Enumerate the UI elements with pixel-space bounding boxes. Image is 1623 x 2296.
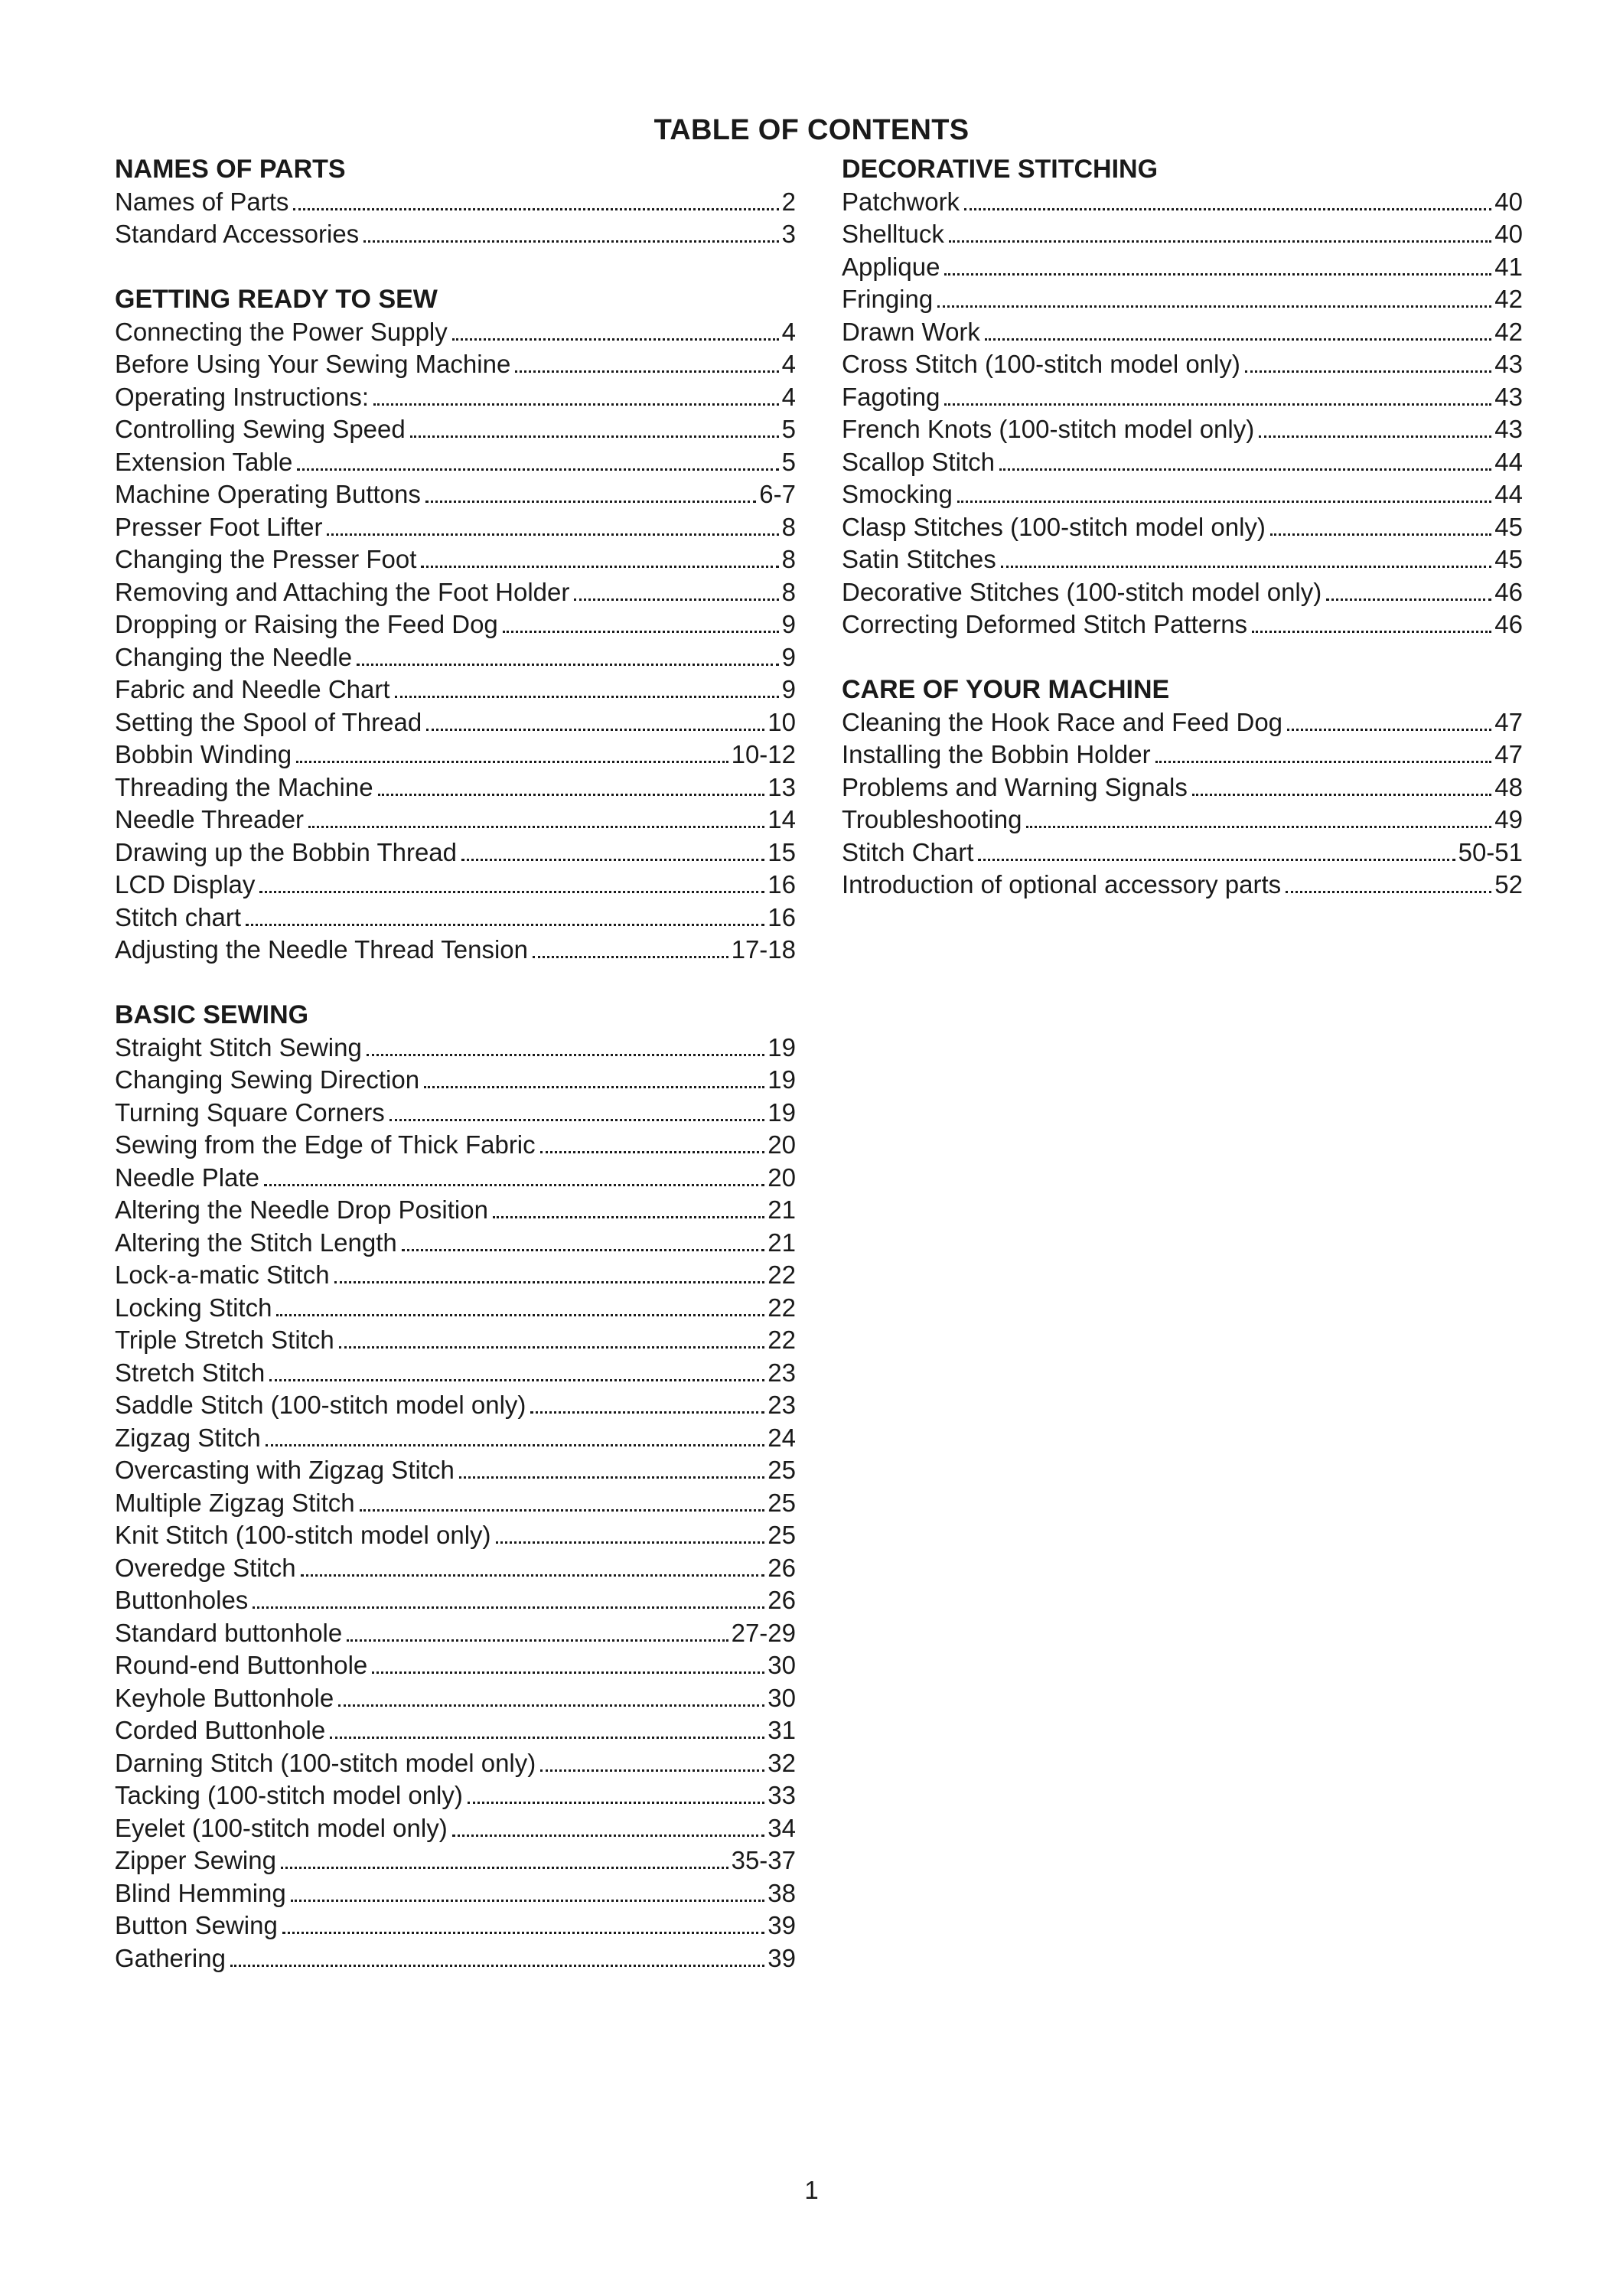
entry-title: Buttonholes xyxy=(115,1586,249,1614)
toc-entry xyxy=(115,1649,796,1682)
entry-page-number: 45 xyxy=(1494,512,1523,541)
toc-entry xyxy=(115,1259,796,1292)
toc-entry xyxy=(115,641,796,674)
entry-page-number: 35-37 xyxy=(731,1846,796,1874)
toc-entry xyxy=(842,186,1523,219)
dot-leader xyxy=(978,859,1455,861)
entry-title: Cross Stitch (100-stitch model only) xyxy=(842,350,1240,378)
entry-title: Connecting the Power Supply xyxy=(115,317,448,346)
entry-title: Keyhole Buttonhole xyxy=(115,1683,334,1712)
entry-page-number: 9 xyxy=(781,610,796,638)
section-heading: CARE OF YOUR MACHINE xyxy=(842,675,1170,704)
entry-page-number: 8 xyxy=(781,545,796,573)
entry-title: Drawing up the Bobbin Thread xyxy=(115,837,458,866)
dot-leader xyxy=(1155,761,1492,763)
section-heading: DECORATIVE STITCHING xyxy=(842,155,1159,184)
toc-entry xyxy=(115,1194,796,1227)
toc-entry xyxy=(115,1064,796,1097)
dot-leader xyxy=(246,924,764,926)
toc-entry xyxy=(115,1910,796,1942)
entry-title: Applique xyxy=(842,252,940,281)
entry-page-number: 49 xyxy=(1494,805,1523,833)
dot-leader xyxy=(493,1216,764,1218)
entry-title: Dropping or Raising the Feed Dog xyxy=(115,610,498,638)
entry-page-number: 14 xyxy=(768,805,796,833)
entry-title: Standard Accessories xyxy=(115,220,360,248)
toc-entry xyxy=(842,739,1523,771)
entry-title: Machine Operating Buttons xyxy=(115,480,421,508)
entry-title: Altering the Stitch Length xyxy=(115,1228,397,1257)
entry-page-number: 19 xyxy=(768,1032,796,1062)
dot-leader xyxy=(1326,598,1491,601)
entry-page-number: 23 xyxy=(768,1358,796,1387)
entry-page-number: 30 xyxy=(768,1651,796,1679)
dot-leader xyxy=(1245,370,1491,373)
entry-page-number: 33 xyxy=(768,1781,796,1809)
entry-title: Stitch chart xyxy=(115,902,242,931)
entry-title: Correcting Deformed Stitch Patterns xyxy=(842,610,1248,638)
entry-page-number: 47 xyxy=(1494,740,1523,768)
dot-leader xyxy=(253,1606,764,1609)
toc-entry xyxy=(842,543,1523,576)
entry-title: Satin Stitches xyxy=(842,545,996,573)
toc-entry xyxy=(115,348,796,381)
toc-entry xyxy=(115,1584,796,1617)
toc-entry xyxy=(842,804,1523,837)
entry-title: Clasp Stitches (100-stitch model only) xyxy=(842,512,1266,541)
dot-leader xyxy=(944,273,1491,276)
dot-leader xyxy=(276,1314,764,1316)
dot-leader xyxy=(1287,729,1491,731)
toc-entry xyxy=(115,739,796,771)
dot-leader xyxy=(533,956,728,958)
entry-title: Needle Plate xyxy=(115,1163,259,1192)
dot-leader xyxy=(410,435,779,438)
entry-title: Saddle Stitch (100-stitch model only) xyxy=(115,1391,526,1419)
toc-entry xyxy=(115,1292,796,1325)
entry-title: Round-end Buttonhole xyxy=(115,1651,368,1679)
entry-page-number: 42 xyxy=(1494,317,1523,346)
dot-leader xyxy=(230,1965,764,1967)
entry-page-number: 50-51 xyxy=(1458,837,1523,866)
entry-title: Shelltuck xyxy=(842,220,944,248)
entry-title: Triple Stretch Stitch xyxy=(115,1326,334,1354)
dot-leader xyxy=(308,826,764,828)
entry-page-number: 22 xyxy=(768,1326,796,1354)
entry-title: Fagoting xyxy=(842,382,940,411)
toc-entry xyxy=(115,576,796,609)
toc-entry xyxy=(115,706,796,739)
entry-title: Extension Table xyxy=(115,447,293,476)
entry-title: Darning Stitch (100-stitch model only) xyxy=(115,1748,536,1777)
toc-entry xyxy=(115,511,796,544)
toc-entry xyxy=(842,837,1523,869)
toc-entry xyxy=(115,1779,796,1812)
entry-page-number: 13 xyxy=(768,772,796,801)
dot-leader xyxy=(282,1932,764,1934)
entry-title: Patchwork xyxy=(842,187,960,216)
dot-leader xyxy=(461,859,764,861)
entry-title: Names of Parts xyxy=(115,187,289,216)
entry-page-number: 10-12 xyxy=(731,740,796,768)
entry-page-number: 30 xyxy=(768,1683,796,1712)
toc-entry xyxy=(115,381,796,414)
entry-title: Bobbin Winding xyxy=(115,740,292,768)
toc-entry xyxy=(115,316,796,349)
toc-entry xyxy=(115,837,796,869)
dot-leader xyxy=(459,1476,764,1479)
entry-title: Installing the Bobbin Holder xyxy=(842,740,1151,768)
toc-entry xyxy=(842,381,1523,414)
dot-leader xyxy=(949,240,1491,243)
entry-title: Zipper Sewing xyxy=(115,1846,276,1874)
toc-entry xyxy=(842,511,1523,544)
entry-page-number: 8 xyxy=(781,577,796,606)
toc-entry xyxy=(842,576,1523,609)
section-heading: GETTING READY TO SEW xyxy=(115,285,438,314)
entry-title: Sewing from the Edge of Thick Fabric xyxy=(115,1130,536,1159)
dot-leader xyxy=(363,240,778,243)
toc-entry xyxy=(115,543,796,576)
toc-left-column xyxy=(115,153,796,2007)
dot-leader xyxy=(347,1639,728,1642)
entry-page-number: 4 xyxy=(781,317,796,346)
entry-title: Gathering xyxy=(115,1943,226,1972)
dot-leader xyxy=(378,794,765,796)
entry-page-number: 52 xyxy=(1494,870,1523,899)
page-number: 1 xyxy=(804,2176,819,2204)
toc-entry xyxy=(842,706,1523,739)
entry-title: Zigzag Stitch xyxy=(115,1423,261,1452)
entry-title: Introduction of optional accessory parts xyxy=(842,870,1282,899)
entry-title: Operating Instructions: xyxy=(115,382,369,411)
toc-entry xyxy=(115,1812,796,1845)
toc-entry xyxy=(115,1714,796,1747)
toc-entry xyxy=(842,478,1523,511)
toc-entry xyxy=(115,1617,796,1650)
entry-page-number: 43 xyxy=(1494,415,1523,443)
entry-page-number: 6-7 xyxy=(759,480,796,508)
toc-section-getting-ready-to-sew xyxy=(115,283,796,967)
toc-entry xyxy=(115,186,796,219)
entry-page-number: 42 xyxy=(1494,285,1523,313)
toc-entry xyxy=(842,771,1523,804)
entry-page-number: 26 xyxy=(768,1586,796,1614)
entry-title: Adjusting the Needle Thread Tension xyxy=(115,935,528,964)
toc-entry xyxy=(115,804,796,837)
entry-page-number: 2 xyxy=(781,187,796,216)
entry-page-number: 39 xyxy=(768,1911,796,1939)
entry-title: Setting the Spool of Thread xyxy=(115,707,422,736)
entry-title: Removing and Attaching the Foot Holder xyxy=(115,577,570,606)
entry-title: Fabric and Needle Chart xyxy=(115,675,390,703)
entry-title: Changing the Presser Foot xyxy=(115,545,417,573)
page-title: TABLE OF CONTENTS xyxy=(653,114,970,146)
toc-entry xyxy=(115,1227,796,1260)
entry-title: Stretch Stitch xyxy=(115,1358,266,1387)
entry-title: Lock-a-matic Stitch xyxy=(115,1261,330,1289)
toc-entry xyxy=(115,1747,796,1780)
entry-page-number: 19 xyxy=(768,1065,796,1094)
dot-leader xyxy=(402,1249,765,1251)
toc-entry xyxy=(115,934,796,967)
entry-page-number: 25 xyxy=(768,1488,796,1517)
dot-leader xyxy=(297,468,778,471)
entry-title: Tacking (100-stitch model only) xyxy=(115,1781,463,1809)
entry-page-number: 27-29 xyxy=(731,1618,796,1647)
entry-title: Button Sewing xyxy=(115,1911,278,1939)
toc-entry xyxy=(842,283,1523,316)
dot-leader xyxy=(452,338,779,341)
entry-title: Smocking xyxy=(842,480,953,508)
entry-page-number: 9 xyxy=(781,642,796,671)
entry-page-number: 48 xyxy=(1494,772,1523,801)
toc-entry xyxy=(115,1844,796,1877)
entry-page-number: 44 xyxy=(1494,480,1523,508)
entry-title: Overedge Stitch xyxy=(115,1553,296,1582)
dot-leader xyxy=(293,208,778,210)
dot-leader xyxy=(327,533,778,536)
toc-entry xyxy=(842,608,1523,641)
toc-entry xyxy=(115,478,796,511)
toc-entry xyxy=(115,1324,796,1357)
dot-leader xyxy=(937,305,1491,308)
dot-leader xyxy=(1270,533,1491,536)
toc-entry xyxy=(842,316,1523,349)
entry-page-number: 16 xyxy=(768,870,796,899)
entry-title: Standard buttonhole xyxy=(115,1618,343,1647)
dot-leader xyxy=(296,761,728,763)
entry-page-number: 26 xyxy=(768,1553,796,1582)
entry-page-number: 47 xyxy=(1494,707,1523,736)
entry-page-number: 43 xyxy=(1494,382,1523,411)
entry-title: Stitch Chart xyxy=(842,837,974,866)
entry-page-number: 25 xyxy=(768,1456,796,1484)
toc-entry xyxy=(115,608,796,641)
toc-entry xyxy=(842,251,1523,284)
dot-leader xyxy=(266,1444,765,1446)
dot-leader xyxy=(944,403,1491,406)
entry-title: Presser Foot Lifter xyxy=(115,512,323,541)
entry-page-number: 31 xyxy=(768,1716,796,1744)
entry-page-number: 3 xyxy=(781,220,796,248)
entry-page-number: 24 xyxy=(768,1423,796,1452)
toc-entry xyxy=(115,446,796,479)
dot-leader xyxy=(496,1541,765,1544)
toc-entry xyxy=(115,1942,796,1975)
toc-entry xyxy=(115,1487,796,1520)
entry-title: Fringing xyxy=(842,285,934,313)
entry-title: Turning Square Corners xyxy=(115,1097,385,1127)
entry-page-number: 46 xyxy=(1494,577,1523,606)
dot-leader xyxy=(1026,826,1491,828)
dot-leader xyxy=(964,208,1491,210)
entry-title: Drawn Work xyxy=(842,317,980,346)
entry-page-number: 17-18 xyxy=(731,935,796,964)
dot-leader xyxy=(338,1704,764,1707)
toc-entry xyxy=(115,413,796,446)
dot-leader xyxy=(389,1119,764,1121)
toc-entry xyxy=(115,869,796,902)
section-heading: BASIC SEWING xyxy=(115,1000,309,1029)
dot-leader xyxy=(264,1184,764,1186)
entry-page-number: 19 xyxy=(768,1097,796,1127)
entry-title: Needle Threader xyxy=(115,805,305,833)
entry-page-number: 45 xyxy=(1494,545,1523,573)
toc-entry xyxy=(115,1389,796,1422)
toc-entry xyxy=(115,1877,796,1910)
entry-page-number: 38 xyxy=(768,1878,796,1907)
toc-entry xyxy=(842,446,1523,479)
entry-page-number: 43 xyxy=(1494,350,1523,378)
dot-leader xyxy=(1192,794,1491,796)
dot-leader xyxy=(515,370,778,373)
toc-entry xyxy=(842,218,1523,251)
toc-entry xyxy=(115,1032,796,1065)
entry-page-number: 5 xyxy=(781,447,796,476)
entry-title: Before Using Your Sewing Machine xyxy=(115,350,511,378)
entry-title: Corded Buttonhole xyxy=(115,1716,326,1744)
toc-entry xyxy=(115,1422,796,1455)
entry-title: Troubleshooting xyxy=(842,805,1022,833)
entry-page-number: 20 xyxy=(768,1163,796,1192)
dot-leader xyxy=(269,1379,764,1381)
entry-title: LCD Display xyxy=(115,870,256,899)
entry-page-number: 20 xyxy=(768,1130,796,1159)
entry-title: Changing the Needle xyxy=(115,642,353,671)
entry-title: Decorative Stitches (100-stitch model only) xyxy=(842,577,1322,606)
toc-entry xyxy=(115,1519,796,1552)
toc-entry xyxy=(115,673,796,706)
dot-leader xyxy=(281,1867,728,1869)
entry-page-number: 16 xyxy=(768,902,796,931)
dot-leader xyxy=(1252,631,1491,633)
dot-leader xyxy=(291,1900,765,1902)
dot-leader xyxy=(373,403,779,406)
dot-leader xyxy=(339,1346,765,1349)
entry-title: Locking Stitch xyxy=(115,1293,272,1322)
entry-page-number: 10 xyxy=(768,707,796,736)
toc-entry xyxy=(115,1682,796,1715)
entry-page-number: 25 xyxy=(768,1521,796,1549)
toc-entry xyxy=(115,1357,796,1390)
entry-title: Straight Stitch Sewing xyxy=(115,1032,362,1062)
entry-title: Eyelet (100-stitch model only) xyxy=(115,1813,448,1842)
toc-entry xyxy=(842,413,1523,446)
toc-entry xyxy=(115,1454,796,1487)
toc-entry xyxy=(115,902,796,934)
entry-page-number: 39 xyxy=(768,1943,796,1972)
toc-entry xyxy=(115,1552,796,1585)
dot-leader xyxy=(334,1281,765,1283)
toc-section-basic-sewing xyxy=(115,999,796,1975)
entry-title: Changing Sewing Direction xyxy=(115,1065,420,1094)
entry-title: Knit Stitch (100-stitch model only) xyxy=(115,1521,491,1549)
dot-leader xyxy=(468,1802,764,1804)
dot-leader xyxy=(301,1574,765,1577)
entry-title: Problems and Warning Signals xyxy=(842,772,1188,801)
dot-leader xyxy=(424,1086,764,1088)
toc-section-names-of-parts xyxy=(115,153,796,251)
entry-page-number: 40 xyxy=(1494,220,1523,248)
dot-leader xyxy=(372,1671,764,1674)
dot-leader xyxy=(259,891,764,893)
toc-entry xyxy=(115,771,796,804)
entry-page-number: 15 xyxy=(768,837,796,866)
entry-page-number: 5 xyxy=(781,415,796,443)
dot-leader xyxy=(957,501,1491,503)
section-heading: NAMES OF PARTS xyxy=(115,155,346,184)
entry-title: Cleaning the Hook Race and Feed Dog xyxy=(842,707,1283,736)
dot-leader xyxy=(540,1769,764,1772)
entry-title: Blind Hemming xyxy=(115,1878,286,1907)
dot-leader xyxy=(452,1835,765,1837)
entry-title: Controlling Sewing Speed xyxy=(115,415,406,443)
entry-page-number: 41 xyxy=(1494,252,1523,281)
dot-leader xyxy=(421,566,778,568)
entry-page-number: 46 xyxy=(1494,610,1523,638)
dot-leader xyxy=(540,1151,765,1153)
dot-leader xyxy=(999,468,1491,471)
toc-entry xyxy=(115,1162,796,1195)
dot-leader xyxy=(1001,566,1492,568)
entry-title: Scallop Stitch xyxy=(842,447,995,476)
dot-leader xyxy=(985,338,1491,341)
dot-leader xyxy=(367,1054,764,1056)
entry-title: Overcasting with Zigzag Stitch xyxy=(115,1456,455,1484)
dot-leader xyxy=(574,598,778,601)
dot-leader xyxy=(1259,435,1491,438)
dot-leader xyxy=(357,664,779,666)
entry-page-number: 9 xyxy=(781,675,796,703)
toc-entry xyxy=(842,869,1523,902)
entry-page-number: 21 xyxy=(768,1228,796,1257)
toc-entry xyxy=(842,348,1523,381)
dot-leader xyxy=(530,1411,764,1414)
entry-title: Multiple Zigzag Stitch xyxy=(115,1488,355,1517)
entry-title: French Knots (100-stitch model only) xyxy=(842,415,1255,443)
dot-leader xyxy=(503,631,779,633)
entry-page-number: 40 xyxy=(1494,187,1523,216)
dot-leader xyxy=(425,501,756,503)
dot-leader xyxy=(426,729,764,731)
dot-leader xyxy=(395,696,779,698)
entry-page-number: 8 xyxy=(781,512,796,541)
entry-title: Threading the Machine xyxy=(115,772,373,801)
dot-leader xyxy=(360,1509,765,1512)
entry-page-number: 21 xyxy=(768,1195,796,1224)
entry-page-number: 34 xyxy=(768,1813,796,1842)
entry-page-number: 4 xyxy=(781,382,796,411)
entry-page-number: 32 xyxy=(768,1748,796,1777)
toc-section-care-of-your-machine xyxy=(842,673,1523,902)
entry-page-number: 4 xyxy=(781,350,796,378)
dot-leader xyxy=(1286,891,1491,893)
entry-page-number: 44 xyxy=(1494,447,1523,476)
entry-title: Altering the Needle Drop Position xyxy=(115,1195,488,1224)
toc-entry xyxy=(115,1129,796,1162)
toc-section-decorative-stitching xyxy=(842,153,1523,641)
entry-page-number: 22 xyxy=(768,1293,796,1322)
entry-page-number: 22 xyxy=(768,1261,796,1289)
toc-right-column xyxy=(842,153,1523,934)
toc-entry xyxy=(115,218,796,251)
toc-entry xyxy=(115,1097,796,1130)
dot-leader xyxy=(330,1737,764,1739)
entry-page-number: 23 xyxy=(768,1391,796,1419)
